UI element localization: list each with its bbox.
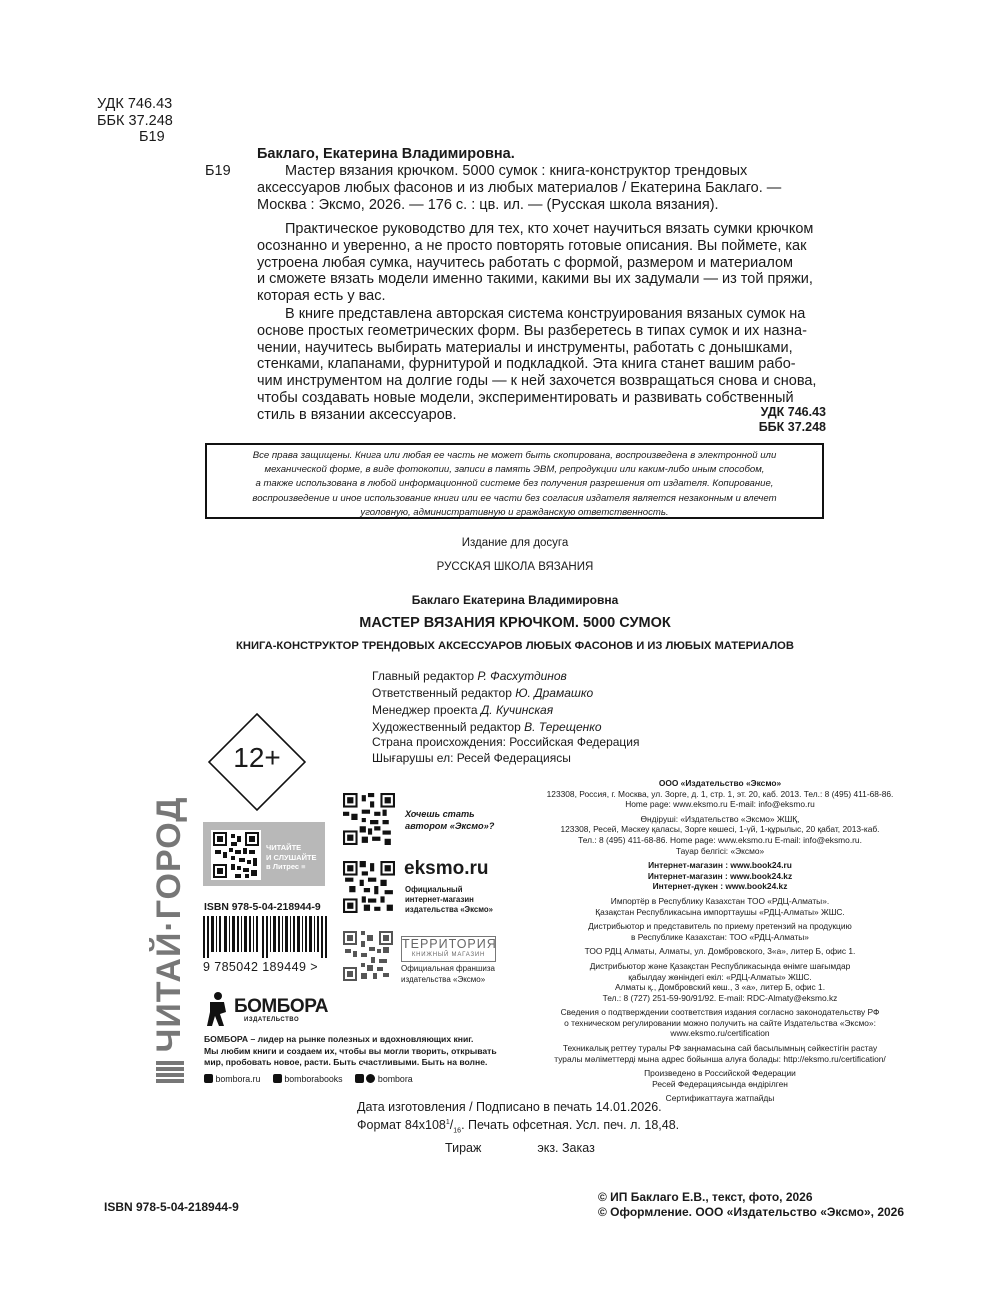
territory-logo <box>401 936 496 962</box>
annotation-line: стиль в вязании аксессуаров. <box>257 406 457 423</box>
origin-country-kz: Шығарушы ел: Ресей Федерациясы <box>372 751 571 765</box>
bombora-slogan <box>204 1034 497 1069</box>
publisher-line: Импортёр в Республику Казахстан ТОО «РДЦ-Алматы». <box>610 895 830 906</box>
origin-country: Страна происхождения: Российская Федерация <box>372 735 640 749</box>
edition-author: Баклаго Екатерина Владимировна <box>411 593 619 607</box>
territory-logo-sub: КНИЖНЫЙ МАГАЗИН <box>411 952 486 958</box>
publisher-line: Тел.: 8 (727) 251-59-90/91/92. E-mail: RDC-Almaty@eksmo.kz <box>602 992 838 1003</box>
age-rating <box>208 713 306 811</box>
publisher-line: Интернет-дүкен : www.book24.kz <box>652 881 788 892</box>
format-sub: 16 <box>453 1127 462 1135</box>
editor-row <box>372 668 602 685</box>
editor-row <box>372 702 602 719</box>
annotation-line: Практическое руководство для тех, кто хочет научиться вязать сумки крючком <box>285 221 814 237</box>
promo-line: издательства «Эксмо» <box>401 974 486 984</box>
edition-title: МАСТЕР ВЯЗАНИЯ КРЮЧКОМ. 5000 СУМОК <box>359 615 671 631</box>
promo-line: И СЛУШАЙТЕ <box>266 852 317 862</box>
publisher-line: Интернет-магазин : www.book24.kz <box>647 870 793 881</box>
annotation-line: чтобы создавать новые модели, экспериментировать и развивать собственный <box>257 389 794 406</box>
copyright-line: © Оформление. ООО «Издательство «Эксмо», 2026 <box>598 1205 905 1219</box>
editor-role: Главный редактор <box>372 669 478 683</box>
promo-line: ЧИТАЙТЕ <box>266 843 302 852</box>
author-call-qr-code[interactable] <box>343 793 395 845</box>
eksmo-site-desc <box>405 885 493 915</box>
qr-pattern-icon <box>211 830 261 880</box>
chitai-gorod-bars-icon <box>156 1061 184 1083</box>
qr-pattern-icon <box>343 861 395 913</box>
udk-bold: УДК 746.43 <box>760 405 826 419</box>
publisher-line: 123308, Ресей, Мәскеу қаласы, Зорге көшесі, 1-үй, 1-құрылыс, 20 қабат, 2013-каб. <box>560 824 880 835</box>
publisher-line: Өндіруші: «Издательство «Эксмо» ЖШҚ, <box>640 813 800 824</box>
youtube-icon <box>355 1074 364 1083</box>
publisher-line: Дистрибьютор және Қазақстан Республикасында өнімге шағымдар <box>589 960 851 971</box>
qr-pattern-icon <box>343 931 393 981</box>
publisher-line: Техникалық реттеу туралы РФ заңнамасына сай басылымның сәйкестігін растау <box>562 1043 878 1054</box>
format-sup: 1 <box>445 1119 450 1126</box>
order-label: экз. Заказ <box>537 1140 595 1155</box>
run-label: Тираж <box>445 1140 482 1155</box>
eksmo-qr-code[interactable] <box>343 861 395 913</box>
publisher-line: Тауар белгісі: «Эксмо» <box>675 845 765 856</box>
editor-name: Ю. Драмашко <box>515 686 594 700</box>
bombora-links <box>204 1074 413 1084</box>
barcode-bars-icon <box>203 916 331 958</box>
litres-promo-text <box>266 843 317 872</box>
annotation-line: В книге представлена авторская система конструирования вязаных сумок на <box>285 306 806 322</box>
annotation-line: которая есть у вас. <box>257 288 386 305</box>
classification-block <box>97 96 197 146</box>
series-name: РУССКАЯ ШКОЛА ВЯЗАНИЯ <box>436 561 594 573</box>
barcode-isbn-label: ISBN 978-5-04-218944-9 <box>204 902 321 913</box>
author-mark: Б19 <box>139 129 165 145</box>
publisher-line: қабылдау жөніндегі екіл: «РДЦ-Алматы» ЖШС. <box>628 971 812 982</box>
promo-line: в Литрес ≡ <box>266 862 306 871</box>
promo-line: Официальный <box>405 885 463 894</box>
bombora-figure-icon <box>204 990 230 1028</box>
print-format: Формат $84x108^1/_{16}$. Печать офсетная. Усл. печ. л. 18,48. <box>357 1118 680 1135</box>
record-author: Баклаго, Екатерина Владимировна. <box>257 146 515 162</box>
publisher-info <box>510 778 930 1104</box>
litres-qr-code <box>211 830 261 880</box>
editor-name: В. Терещенко <box>524 720 602 734</box>
rights-line: механической форме, в виде фотокопии, записи в память ЭВМ, репродукции или каким-либо иным способом, <box>264 464 765 476</box>
bombora-link[interactable]: bombora <box>377 1074 413 1084</box>
barcode <box>203 916 331 958</box>
promo-line: автором «Эксмо»? <box>405 820 495 831</box>
age-label: 12+ <box>233 742 281 773</box>
vk-icon <box>273 1074 282 1083</box>
rights-line: а также использована в любой информационной системе без получения разрешения от издателя. Копирование, <box>255 478 774 490</box>
rights-line: уголовную, административную и гражданскую ответственность. <box>360 506 669 518</box>
bombora-wordmark: БОМБОРА <box>234 996 328 1017</box>
qr-pattern-icon <box>343 793 395 845</box>
author-call-text <box>405 809 494 832</box>
territory-qr-code[interactable] <box>343 931 393 981</box>
publisher-line: в Республике Казахстан: ТОО «РДЦ-Алматы» <box>631 931 809 942</box>
bombora-site-icon <box>204 1074 213 1083</box>
record-classification <box>690 405 826 435</box>
annotation-line: устроена любая сумка, научитесь работать с формой, размером и материалом <box>257 254 793 271</box>
footer-copyright <box>598 1190 904 1220</box>
publisher-line: Дистрибьютор и представитель по приему претензий на продукцию <box>588 921 852 932</box>
desc-line: Москва : Эксмо, 2026. — 176 с. : цв. ил. — (Русская школа вязания). <box>257 196 719 213</box>
telegram-icon <box>366 1074 375 1083</box>
annotation-line: чим инструментом на долгие годы — к ней захочется возвращаться снова и снова, <box>257 373 817 390</box>
publisher-line: Произведено в Российской Федерации <box>644 1068 796 1079</box>
copyright-line: © ИП Баклаго Е.В., текст, фото, 2026 <box>598 1190 813 1204</box>
bombora-link[interactable]: bomborabooks <box>284 1074 343 1084</box>
editor-row <box>372 685 602 702</box>
publisher-line: ТОО РДЦ Алматы, Алматы, ул. Домбровского, 3«а», литер Б, офис 1. <box>584 946 856 957</box>
publisher-line: Алматы қ., Домбровский көш., 3 «а», литер Б, офис 1. <box>614 982 826 993</box>
desc-line: аксессуаров любых фасонов и из любых материалов / Екатерина Баклаго. — <box>257 179 782 196</box>
publisher-line: 123308, Россия, г. Москва, ул. Зорге, д. 1, стр. 1, эт. 20, каб. 2013. Тел.: 8 (495) 411-68-86. <box>546 788 894 799</box>
format-text: . Печать офсетная. Усл. печ. л. 18,48. <box>461 1118 680 1133</box>
territory-desc <box>401 964 495 985</box>
annotation-line: и сможете вязать модели именно такими, какими вы их задумали — из той пряжи, <box>257 271 813 288</box>
record-description <box>257 163 827 213</box>
publisher-line: Қазақстан Республикасына импорттаушы «РДЦ-Алматы» ЖШС. <box>595 906 845 917</box>
rights-notice-box <box>205 443 824 519</box>
publisher-line: Сведения о подтверждении соответствия издания согласно законодательству РФ <box>560 1007 880 1018</box>
edition-subtitle: КНИГА-КОНСТРУКТОР ТРЕНДОВЫХ АКСЕССУАРОВ ЛЮБЫХ ФАСОНОВ И ИЗ ЛЮБЫХ МАТЕРИАЛОВ <box>236 640 794 652</box>
publisher-line: Тел.: 8 (495) 411-68-86. Home page: www.eksmo.ru E-mail: info@eksmo.ru. <box>578 834 862 845</box>
rights-line: Все права защищены. Книга или любая ее часть не может быть скопирована, воспроизведена в электронной или <box>252 450 777 461</box>
territory-logo-title: ТЕРРИТОРИЯ <box>402 937 497 951</box>
publisher-line: Home page: www.eksmo.ru E-mail: info@eksmo.ru <box>625 799 815 810</box>
print-date: Дата изготовления / Подписано в печать 14.01.2026. <box>357 1100 662 1114</box>
publisher-line: Ресей Федерациясында өндірілген <box>652 1078 788 1089</box>
editors-list <box>372 668 602 736</box>
chitai-gorod-logo <box>150 797 189 1083</box>
litres-promo <box>203 822 325 886</box>
slogan-line: БОМБОРА – лидер на рынке полезных и вдохновляющих книг. <box>204 1034 474 1044</box>
rights-line: воспроизведение и иное использование книги или ее части без согласия издателя является незаконным и влечет <box>252 492 777 504</box>
leisure-edition: Издание для досуга <box>461 537 569 549</box>
bombora-logo <box>204 990 344 1028</box>
publisher-line: Интернет-магазин : www.book24.ru <box>648 860 792 871</box>
annotation-paragraph-1 <box>257 221 832 305</box>
promo-line: Официальная франшиза <box>401 964 495 973</box>
desc-line: Мастер вязания крючком. 5000 сумок : книга-конструктор трендовых <box>285 163 748 179</box>
barcode-digits: 9 785042 189449 > <box>203 960 318 974</box>
eksmo-site[interactable]: eksmo.ru <box>404 858 489 879</box>
annotation-line: осознанно и уверенно, а не просто повторять готовые описания. Вы поймете, как <box>257 237 807 254</box>
publisher-line: ООО «Издательство «Эксмо» <box>658 778 782 788</box>
editor-role: Художественный редактор <box>372 720 525 734</box>
annotation-line: стенками, клапанами, фурнитурой и подкладкой. Эта книга станет вашим рабо- <box>257 356 796 373</box>
editor-role: Ответственный редактор <box>372 686 516 700</box>
bbk-code: ББК 37.248 <box>97 112 173 129</box>
editor-role: Менеджер проекта <box>372 703 481 717</box>
origin-info <box>372 734 640 766</box>
promo-line: Хочешь стать <box>405 809 475 819</box>
promo-line: интернет-магазин <box>405 895 474 904</box>
slogan-line: мир, пробовать новое, расти. Быть счастливыми. Быть на волне. <box>204 1057 488 1067</box>
print-info <box>357 1099 679 1156</box>
print-run <box>357 1140 679 1156</box>
publisher-line: о техническом регулировании можно получить на сайте Издательства «Эксмо»: <box>564 1017 876 1028</box>
annotation-line: основе простых геометрических форм. Вы разберетесь в типах сумок и их назна- <box>257 322 807 339</box>
record-code: Б19 <box>205 163 231 179</box>
chitai-gorod-brand: ЧИТАЙ·ГОРОД <box>150 796 188 1053</box>
udk-code: УДК 746.43 <box>97 96 173 112</box>
publisher-line: www.eksmo.ru/certification <box>670 1028 770 1039</box>
slogan-line: Мы любим книги и создаем их, чтобы вы могли творить, открывать <box>204 1045 497 1056</box>
publisher-line: туралы мәліметтерді мына адрес бойынша алуға болады: http://eksmo.ru/certification/ <box>554 1053 886 1064</box>
bombora-link[interactable]: bombora.ru <box>215 1074 261 1084</box>
publisher-line: Сертификаттауға жатпайды <box>665 1093 775 1104</box>
annotation-line: чении, научитесь выбирать материалы и инструменты, работать с донышками, <box>257 339 793 356</box>
editor-name: Р. Фасхутдинов <box>477 669 567 683</box>
bombora-sub: ИЗДАТЕЛЬСТВО <box>244 1017 300 1023</box>
bbk-bold: ББК 37.248 <box>758 420 826 434</box>
promo-line: издательства «Эксмо» <box>405 905 493 914</box>
format-text: Формат 84x108 <box>357 1118 446 1133</box>
footer-isbn: ISBN 978-5-04-218944-9 <box>104 1200 239 1214</box>
editor-name: Д. Кучинская <box>480 703 554 717</box>
